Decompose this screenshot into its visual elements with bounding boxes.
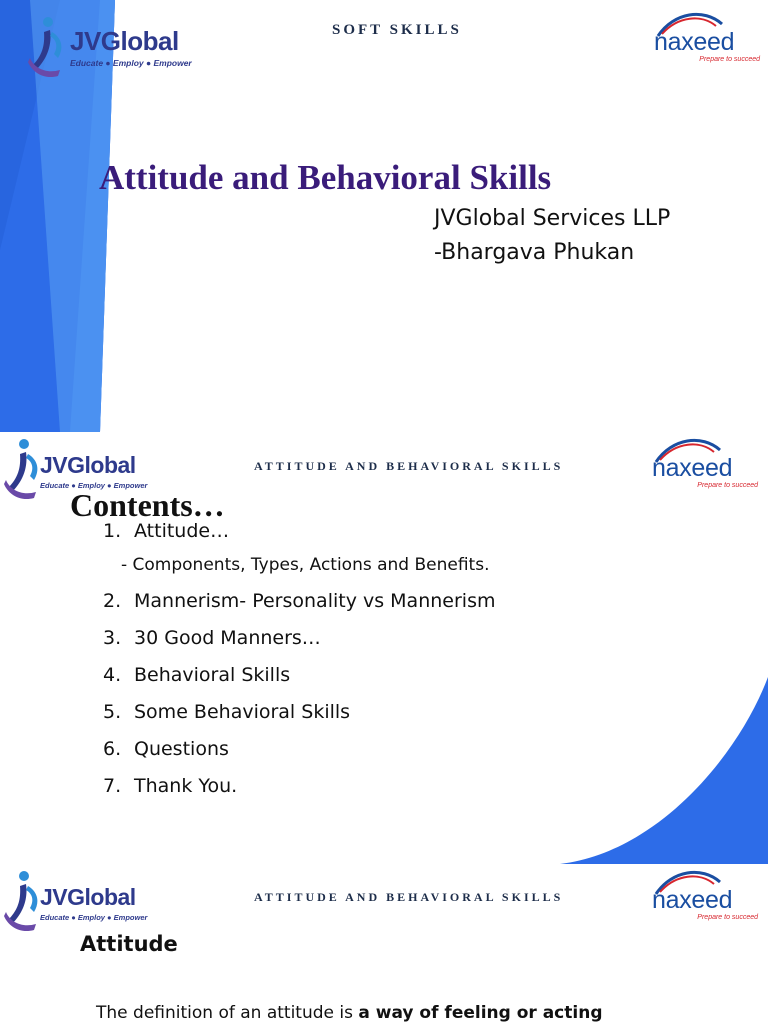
list-item: 2. Mannerism- Personality vs Mannerism: [103, 590, 496, 612]
slide-header: SOFT SKILLS: [332, 22, 462, 38]
attitude-definition: The definition of an attitude is a way of feeling or acting: [96, 1003, 603, 1023]
jvglobal-brand-text: JVGlobal: [40, 884, 136, 910]
naxeed-brand-text: naxeed: [654, 28, 735, 56]
list-item: 3. 30 Good Manners…: [103, 627, 321, 649]
jvglobal-tagline: Educate ● Employ ● Empower: [70, 58, 192, 68]
slide-attitude: [0, 864, 768, 1024]
presentation-title: Attitude and Behavioral Skills: [99, 158, 552, 197]
naxeed-logo: [654, 8, 764, 68]
naxeed-logo: [652, 434, 762, 494]
jvglobal-tagline: Educate ● Employ ● Empower: [40, 913, 148, 922]
company-name: JVGlobal Services LLP: [434, 206, 671, 231]
jvglobal-brand-text: JVGlobal: [40, 452, 136, 478]
slide-header: ATTITUDE AND BEHAVIORAL SKILLS: [254, 890, 564, 904]
naxeed-logo: [652, 866, 762, 926]
slide-header: ATTITUDE AND BEHAVIORAL SKILLS: [254, 459, 564, 473]
attitude-heading: Attitude: [80, 932, 178, 956]
list-item: 4. Behavioral Skills: [103, 664, 291, 686]
contents-heading: Contents…: [70, 487, 225, 523]
list-item: 6. Questions: [103, 738, 229, 760]
naxeed-brand-text: naxeed: [652, 886, 733, 914]
jvglobal-logo: [4, 868, 164, 936]
list-item: 7. Thank You.: [103, 775, 238, 797]
presenter-name: -Bhargava Phukan: [434, 240, 635, 265]
list-sub-item: - Components, Types, Actions and Benefits.: [121, 555, 490, 575]
jvglobal-brand-text: JVGlobal: [70, 26, 179, 56]
naxeed-tagline: Prepare to succeed: [697, 914, 758, 921]
slide-title: [0, 0, 768, 432]
naxeed-brand-text: naxeed: [652, 454, 733, 482]
jvglobal-logo: [28, 14, 192, 82]
list-item: 1. Attitude…: [103, 520, 230, 542]
slide-contents: [0, 432, 768, 864]
list-item: 5. Some Behavioral Skills: [103, 701, 351, 723]
naxeed-tagline: Prepare to succeed: [697, 482, 758, 489]
jvglobal-tagline: Educate ● Employ ● Empower: [40, 481, 148, 490]
naxeed-tagline: Prepare to succeed: [699, 56, 760, 63]
jvglobal-figure-icon: [28, 14, 70, 80]
